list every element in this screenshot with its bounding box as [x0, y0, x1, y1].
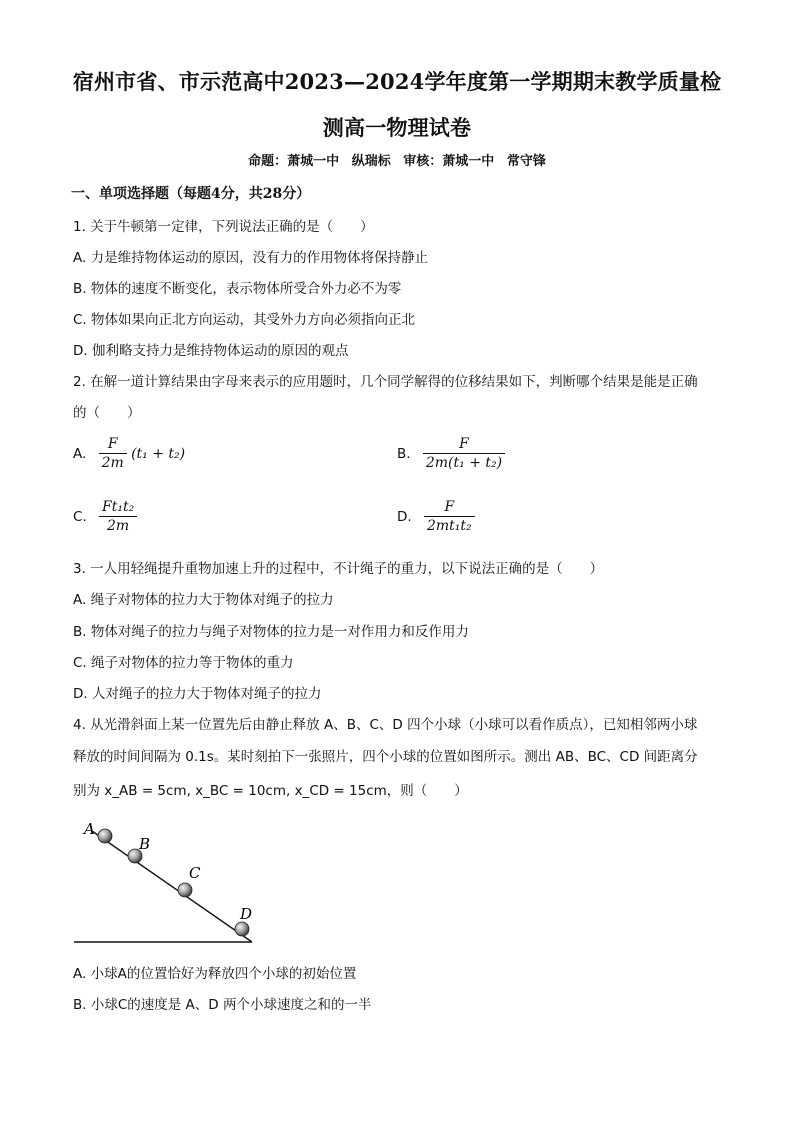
q3-option-b: B. 物体对绳子的拉力与绳子对物体的拉力是一对作用力和反作用力 [73, 624, 469, 640]
q2-option-b-numerator: F [459, 436, 469, 452]
exam-title-line2: 测高一物理试卷 [322, 115, 472, 140]
credit-author-name: 纵瑞标 [351, 154, 391, 169]
label-a: A [84, 820, 95, 838]
q2-option-a-denominator: 2m [99, 453, 127, 472]
q3-stem: 3. 一人用轻绳提升重物加速上升的过程中，不计绳子的重力，以下说法正确的是（ ） [73, 561, 604, 577]
q2-option-c-label: C. [73, 508, 87, 525]
credit-author: 命题：萧城一中 [248, 154, 340, 169]
ball-a [98, 829, 112, 843]
q2-option-d-label: D. [397, 508, 412, 525]
q1-stem: 1. 关于牛顿第一定律，下列说法正确的是（ ） [73, 219, 374, 235]
q3-option-a: A. 绳子对物体的拉力大于物体对绳子的拉力 [73, 592, 334, 608]
q2-option-a [73, 435, 185, 472]
q2-stem-line1: 2. 在解一道计算结果由字母来表示的应用题时，几个同学解得的位移结果如下，判断哪个结果是能是正确 [73, 374, 698, 390]
q2-option-c [73, 498, 137, 535]
q2-option-b [397, 435, 505, 472]
q2-option-b-fraction [423, 435, 505, 472]
q2-option-d [397, 498, 475, 535]
q2-option-b-denominator: 2m(t₁ + t₂) [423, 453, 505, 472]
exam-title-line1: 宿州市省、市示范高中2023—2024学年度第一学期期末教学质量检 [72, 69, 722, 94]
q2-option-d-fraction [424, 498, 475, 535]
q4-option-b: B. 小球C的速度是 A、D 两个小球速度之和的一半 [73, 997, 372, 1013]
q2-option-c-denominator: 2m [99, 516, 137, 535]
q3-option-c: C. 绳子对物体的拉力等于物体的重力 [73, 655, 294, 671]
q2-option-c-fraction [99, 498, 137, 535]
credits [0, 150, 794, 169]
q1-option-b: B. 物体的速度不断变化，表示物体所受合外力必不为零 [73, 281, 402, 297]
q1-option-d: D. 伽利略支持力是维持物体运动的原因的观点 [73, 343, 349, 359]
credit-reviewer: 审核：萧城一中 [403, 154, 495, 169]
q2-option-c-numerator: Ft₁t₂ [102, 499, 135, 515]
q2-option-d-numerator: F [444, 499, 455, 515]
ball-c [178, 883, 192, 897]
q2-option-a-label: A. [73, 445, 87, 462]
label-c: C [189, 864, 201, 882]
q3-option-d: D. 人对绳子的拉力大于物体对绳子的拉力 [73, 686, 322, 702]
q4-stem-line3: 别为 x_AB = 5cm, x_BC = 10cm, x_CD = 15cm，则（ ） [73, 783, 468, 799]
q2-option-d-denominator: 2mt₁t₂ [424, 516, 475, 535]
ball-d [235, 922, 249, 936]
q1-option-c: C. 物体如果向正北方向运动，其受外力方向必须指向正北 [73, 312, 416, 328]
q2-stem-line2: 的（ ） [73, 405, 141, 421]
q4-option-a: A. 小球A的位置恰好为释放四个小球的初始位置 [73, 966, 357, 982]
q2-option-a-fraction [99, 435, 127, 472]
q2-option-a-numerator: F [107, 436, 118, 452]
q1-option-a: A. 力是维持物体运动的原因，没有力的作用物体将保持静止 [73, 250, 429, 266]
credit-reviewer-name: 常守锋 [506, 154, 546, 169]
label-b: B [139, 835, 151, 853]
section-heading: 一、单项选择题（每题4分，共28分） [71, 186, 311, 202]
q2-option-b-label: B. [397, 445, 411, 462]
incline-figure [70, 815, 260, 950]
incline-line [92, 831, 252, 942]
q4-stem-line1: 4. 从光滑斜面上某一位置先后由静止释放 A、B、C、D 四个小球（小球可以看作质点），已知相邻两小球 [73, 717, 698, 733]
label-d: D [240, 905, 253, 923]
q4-stem-line2: 释放的时间间隔为 0.1s。某时刻拍下一张照片，四个小球的位置如图所示。测出 AB、BC、CD 间距离分 [73, 749, 698, 765]
q2-option-a-tail: (t₁ + t₂) [131, 445, 186, 462]
